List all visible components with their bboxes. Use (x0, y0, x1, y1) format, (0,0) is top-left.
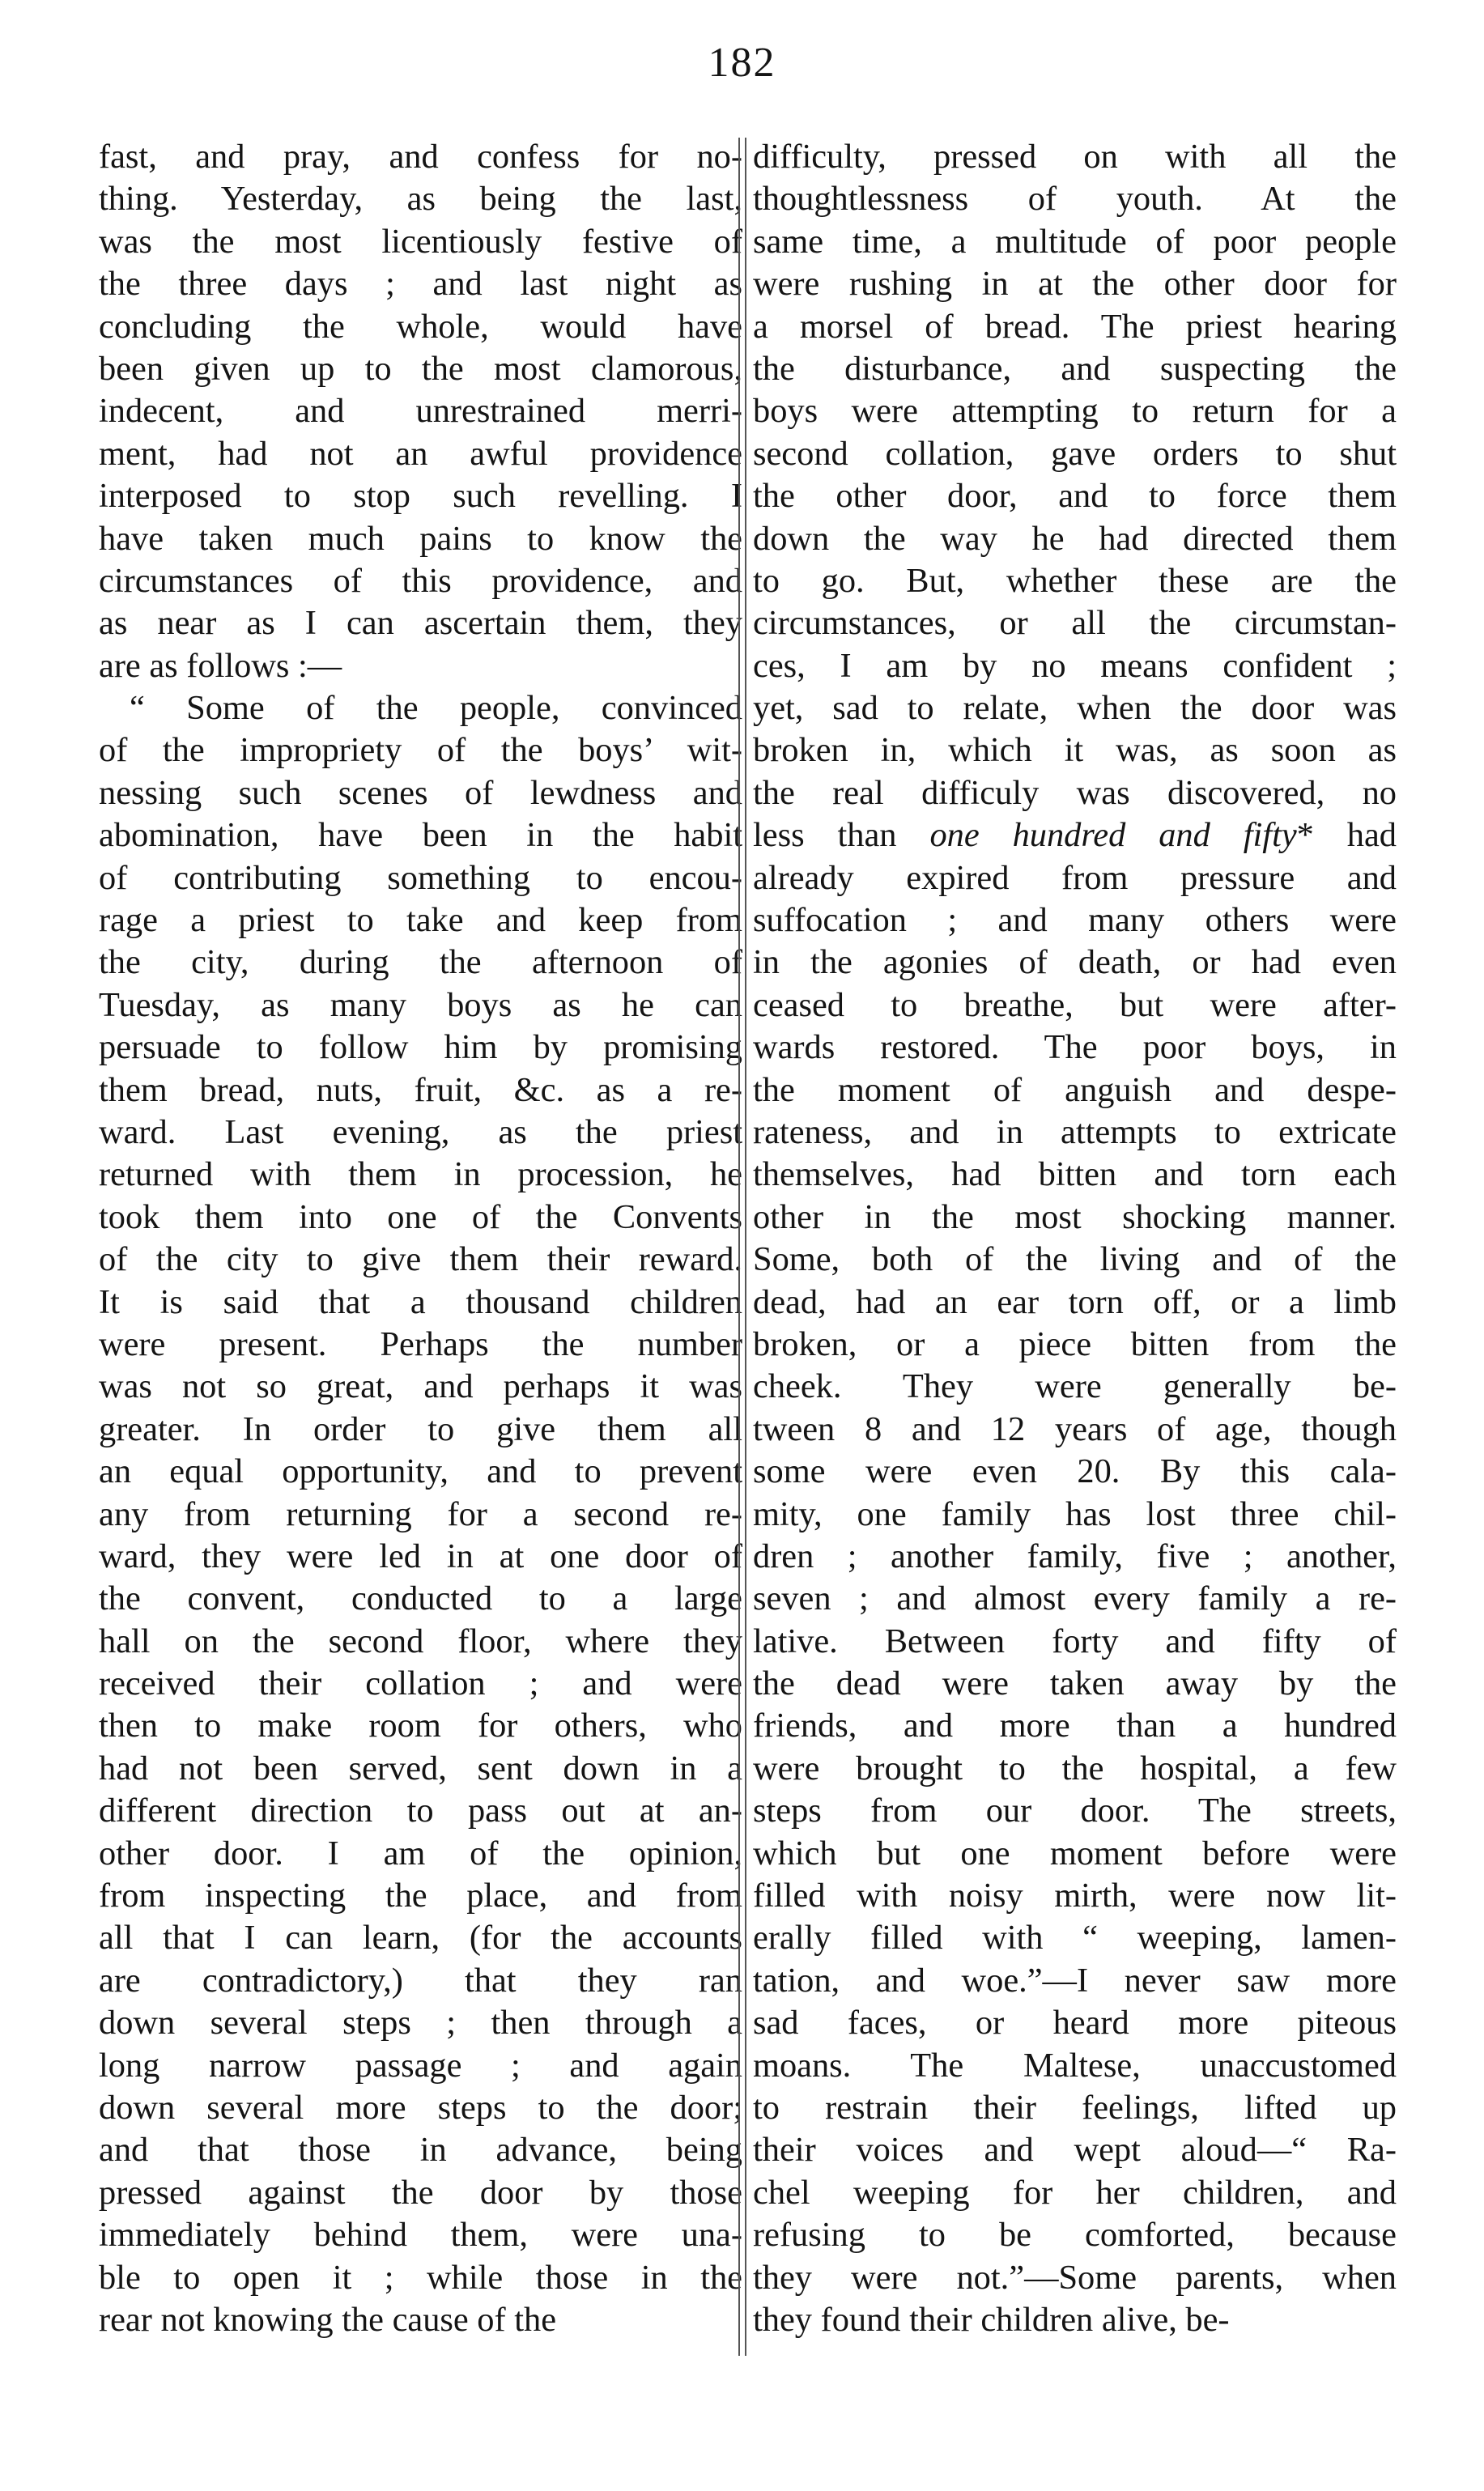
text-line: broken in, which it was, as soon as (753, 731, 1397, 770)
text-line: were rushing in at the other door for (753, 265, 1397, 304)
text-line: ment, had not an awful providence (99, 434, 742, 473)
text-line: they found their children alive, be- (753, 2300, 1230, 2339)
text-line: were present. Perhaps the number (99, 1324, 742, 1363)
text-line: are as follows :— (99, 646, 342, 685)
text-line: abomination, have been in the habit (99, 816, 742, 855)
text-line: ward. Last evening, as the priest (99, 1112, 742, 1151)
text-line: down the way he had directed them (753, 519, 1397, 558)
text-line: thoughtlessness of youth. At the (753, 180, 1397, 219)
text-line: have taken much pains to know the (99, 519, 742, 558)
text-line: and that those in advance, being (99, 2131, 742, 2170)
column-rule (745, 138, 746, 2356)
text-line: received their collation ; and were (99, 1664, 742, 1703)
text-line: ble to open it ; while those in the (99, 2258, 742, 2297)
text-line: sad faces, or heard more piteous (753, 2004, 1397, 2043)
text-line: circumstances, or all the circumstan- (753, 604, 1397, 643)
text-line: the other door, and to force them (753, 477, 1397, 516)
text-line: as near as I can ascertain them, they (99, 604, 742, 643)
text-line: them bread, nuts, fruit, &c. as a re- (99, 1070, 742, 1109)
text-line: already expired from pressure and (753, 858, 1397, 897)
text-line: some were even 20. By this cala- (753, 1452, 1397, 1491)
text-line: yet, sad to relate, when the door was (753, 689, 1397, 728)
text-line: moans. The Maltese, unaccustomed (753, 2046, 1397, 2085)
text-line: ces, I am by no means confident ; (753, 646, 1397, 685)
text-line: wards restored. The poor boys, in (753, 1028, 1397, 1067)
text-line: greater. In order to give them all (99, 1409, 742, 1448)
text-line: the three days ; and last night as (99, 265, 742, 304)
text-line: pressed against the door by those (99, 2173, 742, 2212)
right-text-column (753, 136, 1397, 2341)
text-line: hall on the second floor, where they (99, 1622, 742, 1660)
text-line: had not been served, sent down in a (99, 1749, 742, 1787)
text-line: rear not knowing the cause of the (99, 2300, 557, 2339)
text-line: cheek. They were generally be- (753, 1367, 1397, 1406)
text-line: themselves, had bitten and torn each (753, 1155, 1397, 1194)
text-line: in the agonies of death, or had even (753, 943, 1397, 982)
text-line: ward, they were led in at one door of (99, 1537, 742, 1575)
text-line: Some, both of the living and of the (753, 1240, 1397, 1279)
text-line: rateness, and in attempts to extricate (753, 1112, 1397, 1151)
emphasis: one hundred and fifty (929, 816, 1297, 855)
text-line: the disturbance, and suspecting the (753, 349, 1397, 388)
text-line: Tuesday, as many boys as he can (99, 985, 742, 1024)
text-line: are contradictory,) that they ran (99, 1961, 742, 2000)
text-line: were brought to the hospital, a few (753, 1749, 1397, 1787)
text-line: been given up to the most clamorous, (99, 349, 742, 388)
text-line: they were not.”—Some parents, when (753, 2258, 1397, 2297)
text-line: second collation, gave orders to shut (753, 434, 1397, 473)
text-line: was not so great, and perhaps it was (99, 1367, 742, 1406)
text-line: seven ; and almost every family a re- (753, 1579, 1397, 1618)
text-line: an equal opportunity, and to prevent (99, 1452, 742, 1491)
text-line: filled with noisy mirth, were now lit- (753, 1877, 1397, 1915)
text-line: their voices and wept aloud—“ Ra- (753, 2131, 1397, 2170)
text-line: tation, and woe.”—I never saw more (753, 1961, 1397, 2000)
text-line: the dead were taken away by the (753, 1664, 1397, 1703)
text-line: persuade to follow him by promising (99, 1028, 742, 1067)
text-line: returned with them in procession, he (99, 1155, 742, 1194)
text-line: the convent, conducted to a large (99, 1579, 742, 1618)
text-line: to restrain their feelings, lifted up (753, 2088, 1397, 2127)
text-line: ceased to breathe, but were after- (753, 985, 1397, 1024)
text-line: indecent, and unrestrained merri- (99, 392, 742, 431)
text-line: of contributing something to encou- (99, 858, 742, 897)
text-line: concluding the whole, would have (99, 307, 742, 346)
text-line: fast, and pray, and confess for no- (99, 138, 742, 176)
left-text-column (99, 136, 742, 2341)
text-line: interposed to stop such revelling. I (99, 477, 742, 516)
text-line: took them into one of the Convents (99, 1197, 742, 1236)
text-line: nessing such scenes of lewdness and (99, 773, 742, 812)
page-number: 182 (708, 40, 776, 86)
text-line: was the most licentiously festive of (99, 222, 742, 261)
text-line: chel weeping for her children, and (753, 2173, 1397, 2212)
text-line: long narrow passage ; and again (99, 2046, 742, 2085)
text-line: lative. Between forty and fifty of (753, 1622, 1397, 1660)
text-line: erally filled with “ weeping, lamen- (753, 1919, 1397, 1958)
text-line: down several more steps to the door; (99, 2088, 742, 2127)
text-line: a morsel of bread. The priest hearing (753, 307, 1397, 346)
text-line: all that I can learn, (for the accounts (99, 1919, 742, 1958)
text-line: the moment of anguish and despe- (753, 1070, 1397, 1109)
text-line: broken, or a piece bitten from the (753, 1324, 1397, 1363)
text-line: steps from our door. The streets, (753, 1792, 1397, 1830)
text-line: It is said that a thousand children (99, 1282, 742, 1321)
column-rule (738, 138, 740, 2356)
text-line: the city, during the afternoon of (99, 943, 742, 982)
text-line: refusing to be comforted, because (753, 2216, 1397, 2255)
text-line: boys were attempting to return for a (753, 392, 1397, 431)
text-line: different direction to pass out at an- (99, 1792, 742, 1830)
text-line: from inspecting the place, and from (99, 1877, 742, 1915)
text-line: “ Some of the people, convinced (130, 689, 742, 728)
text-line: tween 8 and 12 years of age, though (753, 1409, 1397, 1448)
text-line: dren ; another family, five ; another, (753, 1537, 1397, 1575)
text-line: other in the most shocking manner. (753, 1197, 1397, 1236)
text-line: the real difficuly was discovered, no (753, 773, 1397, 812)
text-line: mity, one family has lost three chil- (753, 1494, 1397, 1533)
text-line: thing. Yesterday, as being the last, (99, 180, 742, 219)
text-line: of the impropriety of the boys’ wit- (99, 731, 742, 770)
text-line: down several steps ; then through a (99, 2004, 742, 2043)
text-line: difficulty, pressed on with all the (753, 138, 1397, 176)
text-line: immediately behind them, were una- (99, 2216, 742, 2255)
text-line: same time, a multitude of poor people (753, 222, 1397, 261)
text-line: of the city to give them their reward. (99, 1240, 742, 1279)
text-line: dead, had an ear torn off, or a limb (753, 1282, 1397, 1321)
text-line: friends, and more than a hundred (753, 1707, 1397, 1745)
text-line: other door. I am of the opinion, (99, 1834, 742, 1873)
text-line: then to make room for others, who (99, 1707, 742, 1745)
text-line: circumstances of this providence, and (99, 561, 742, 600)
text-line: suffocation ; and many others were (753, 901, 1397, 940)
text-line: to go. But, whether these are the (753, 561, 1397, 600)
text-line: any from returning for a second re- (99, 1494, 742, 1533)
text-line: rage a priest to take and keep from (99, 901, 742, 940)
text-line: less than one hundred and fifty* had (753, 816, 1397, 855)
text-line: which but one moment before were (753, 1834, 1397, 1873)
